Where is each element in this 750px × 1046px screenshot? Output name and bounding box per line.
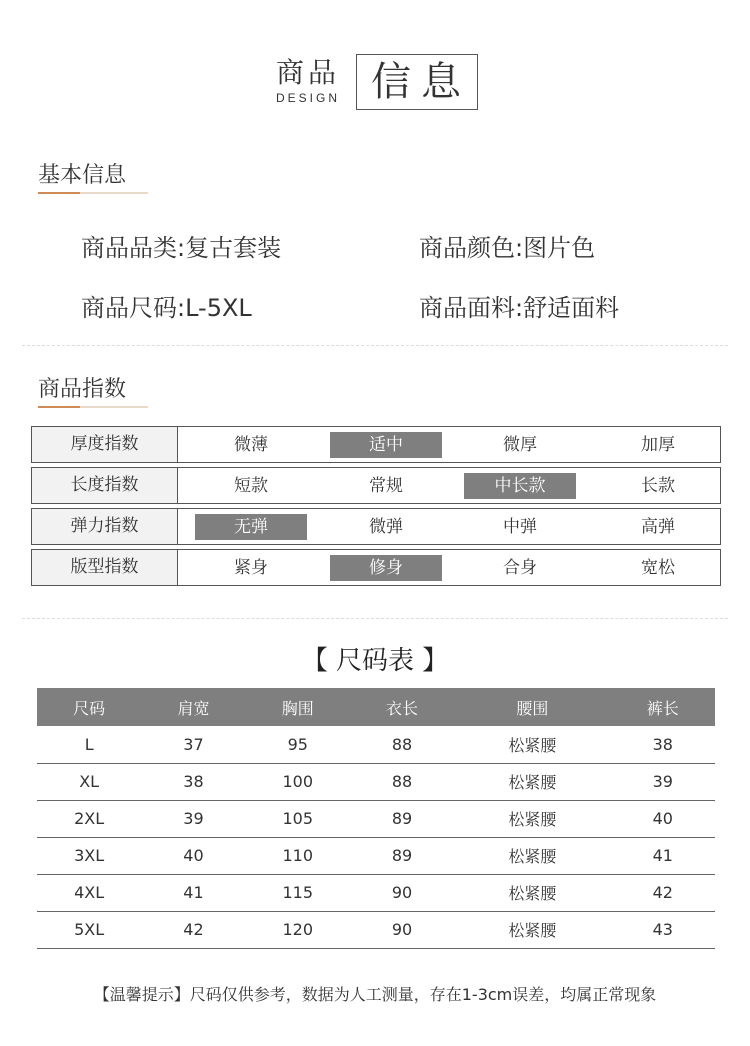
index-option: 宽松 [641,558,675,578]
size-table-title: 【 尺码表 】 [301,646,449,676]
info-color-value: 图片色 [523,234,596,262]
size-table-row [37,763,715,800]
index-row-label: 版型指数 [32,550,178,585]
size-table-cell: XL [37,763,141,800]
index-title: 商品指数 [38,377,127,402]
size-table-cell: 41 [611,837,715,874]
size-table-cell: 39 [611,763,715,800]
size-table-row [37,911,715,948]
size-header-cell: 衣长 [350,688,454,726]
size-header-cell: 裤长 [611,688,715,726]
size-table-cell: 43 [611,911,715,948]
index-row-label: 弹力指数 [32,509,178,544]
info-size-label: 商品尺码: [81,294,186,322]
size-table-row [37,726,715,763]
size-table-cell: 42 [611,874,715,911]
size-table-cell: 42 [141,911,245,948]
divider [22,618,728,619]
index-option: 中弹 [503,517,537,537]
info-size-value: L-5XL [185,294,252,322]
size-table-cell: 110 [246,837,350,874]
index-option: 合身 [503,558,537,578]
size-table-cell: 105 [246,800,350,837]
index-row-label: 长度指数 [32,468,178,503]
size-table-cell: 90 [350,874,454,911]
size-table-row [37,837,715,874]
info-category [81,228,281,263]
size-tip: 【温馨提示】尺码仅供参考，数据为人工测量，存在1-3cm误差，均属正常现象 [93,985,657,1004]
size-table-row [37,874,715,911]
logo-cn-small: 商品 [276,56,341,89]
info-size [81,288,252,323]
index-option: 常规 [369,476,403,496]
index-option: 高弹 [641,517,675,537]
size-table-cell: 120 [246,911,350,948]
info-color [419,228,595,263]
index-row-label: 厚度指数 [32,427,178,462]
info-fabric-label: 商品面料: [419,294,524,322]
size-header-cell: 腰围 [454,688,610,726]
info-fabric [419,288,619,323]
size-table-row [37,800,715,837]
index-row [31,467,721,504]
size-table-cell: L [37,726,141,763]
size-table-cell: 38 [141,763,245,800]
logo-cn-box: 信息 [356,54,478,110]
info-category-value: 复古套装 [185,234,282,262]
index-option-selected: 适中 [330,432,442,458]
size-table-cell: 39 [141,800,245,837]
index-row [31,508,721,545]
size-table-cell: 松紧腰 [454,763,610,800]
size-table-cell: 4XL [37,874,141,911]
logo-en: DESIGN [276,91,341,105]
size-header-cell: 肩宽 [141,688,245,726]
size-header-cell: 尺码 [37,688,141,726]
size-table-cell: 40 [611,800,715,837]
index-underline [38,406,148,408]
index-option: 紧身 [234,558,268,578]
size-table-cell: 松紧腰 [454,874,610,911]
size-table-cell: 38 [611,726,715,763]
logo-left [276,56,356,105]
size-table-cell: 37 [141,726,245,763]
size-table-cell: 88 [350,726,454,763]
size-table-cell: 3XL [37,837,141,874]
index-row [31,549,721,586]
size-table-cell: 89 [350,800,454,837]
size-table-cell: 89 [350,837,454,874]
size-table-cell: 95 [246,726,350,763]
info-color-label: 商品颜色: [419,234,524,262]
size-table-cell: 88 [350,763,454,800]
size-header-cell: 胸围 [246,688,350,726]
size-table-cell: 100 [246,763,350,800]
size-table-cell: 115 [246,874,350,911]
size-table-cell: 松紧腰 [454,800,610,837]
size-table-cell: 40 [141,837,245,874]
basic-info-title: 基本信息 [38,163,127,188]
info-category-label: 商品品类: [81,234,186,262]
size-table-cell: 90 [350,911,454,948]
index-option-selected: 无弹 [195,514,307,540]
index-option: 微厚 [503,435,537,455]
index-option: 微弹 [369,517,403,537]
size-table [37,688,715,949]
index-option: 短款 [234,476,268,496]
size-table-cell: 41 [141,874,245,911]
index-row [31,426,721,463]
size-table-header [37,688,715,726]
index-option: 加厚 [641,435,675,455]
basic-info-underline [38,192,148,194]
info-fabric-value: 舒适面料 [523,294,620,322]
index-option-selected: 中长款 [464,473,576,499]
index-option: 微薄 [234,435,268,455]
size-table-cell: 松紧腰 [454,726,610,763]
size-table-cell: 松紧腰 [454,837,610,874]
index-option-selected: 修身 [330,555,442,581]
size-table-cell: 松紧腰 [454,911,610,948]
divider [22,345,728,346]
size-table-cell: 5XL [37,911,141,948]
size-table-cell: 2XL [37,800,141,837]
index-option: 长款 [641,476,675,496]
